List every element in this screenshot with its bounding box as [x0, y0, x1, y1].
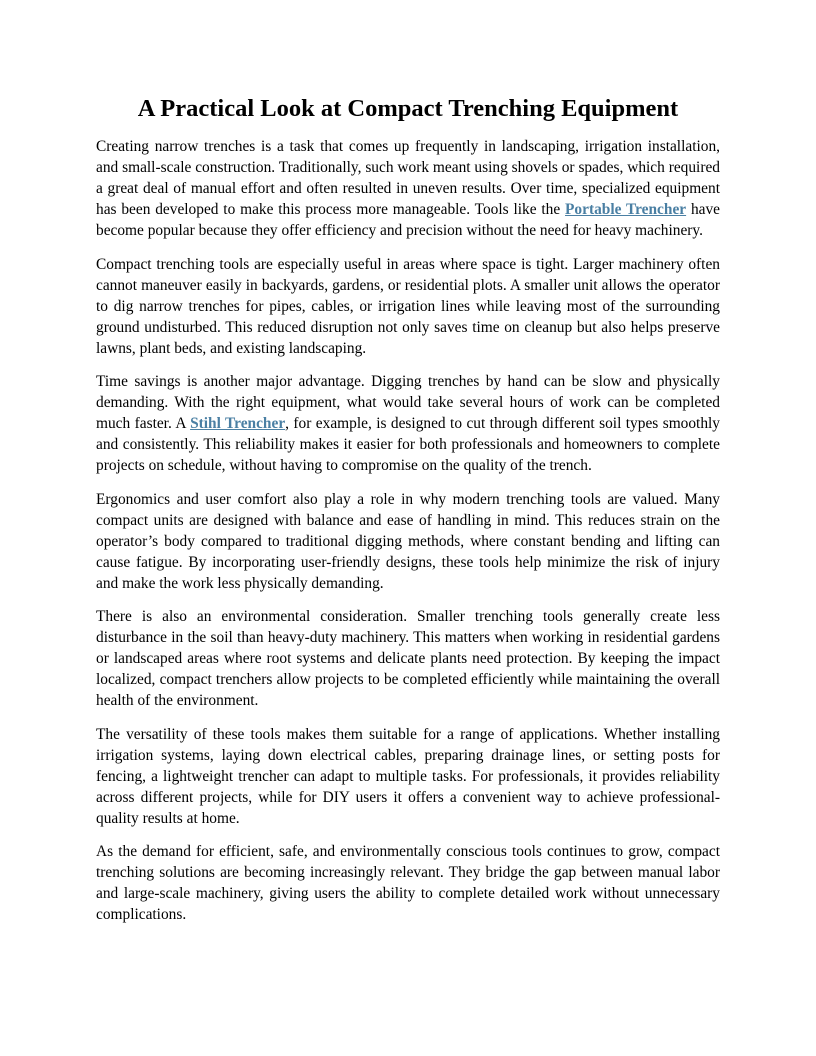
- paragraph-time-savings: [96, 371, 720, 476]
- paragraph-text: Creating narrow trenches is a task that comes up frequently in landscaping, irrigation installation, and small-scale construction. Traditionally, such work meant using shovels or spades, which required a great deal of manual effort and often resulted in uneven results. Over time, specialized equipment has been developed to make this process more manageable. Tools like the: [96, 138, 720, 218]
- paragraph-environment: There is also an environmental consideration. Smaller trenching tools generally create less disturbance in the soil than heavy-duty machinery. This matters when working in residential gardens or landscaped areas where root systems and delicate plants need protection. By keeping the impact localized, compact trenchers allow projects to be completed efficiently while maintaining the overall health of the environment.: [96, 608, 720, 709]
- paragraph-text: Time savings is another major advantage. Digging trenches by hand can be slow and physically demanding. With the right equipment, what would take several hours of work can be completed much faster. A: [96, 373, 720, 432]
- portable-trencher-link[interactable]: Portable Trencher: [565, 201, 687, 218]
- paragraph-conclusion: As the demand for efficient, safe, and environmentally conscious tools continues to grow, compact trenching solutions are becoming increasingly relevant. They bridge the gap between manual labor and large-scale machinery, giving users the ability to complete detailed work without unnecessary complications.: [96, 843, 720, 923]
- page-title: A Practical Look at Compact Trenching Equipment: [137, 95, 679, 122]
- paragraph-text: have become popular because they offer efficiency and precision without the need for heavy machinery.: [96, 201, 720, 239]
- paragraph-versatility: The versatility of these tools makes them suitable for a range of applications. Whether installing irrigation systems, laying down electrical cables, preparing drainage lines, or setting posts for fencing, a lightweight trencher can adapt to multiple tasks. For professionals, it provides reliability across different projects, while for DIY users it offers a convenient way to achieve professional-quality results at home.: [96, 725, 720, 827]
- document-page: [96, 92, 720, 938]
- paragraph-space: Compact trenching tools are especially useful in areas where space is tight. Larger machinery often cannot maneuver easily in backyards, gardens, or residential plots. A smaller unit allows the operator to dig narrow trenches for pipes, cables, or irrigation lines while leaving most of the surrounding ground undisturbed. This reduced disruption not only saves time on cleanup but also helps preserve lawns, plant beds, and existing landscaping.: [96, 255, 720, 357]
- stihl-trencher-link[interactable]: Stihl Trencher: [190, 415, 286, 432]
- paragraph-text: , for example, is designed to cut through different soil types smoothly and consistently. This reliability makes it easier for both professionals and homeowners to complete projects on schedule, without having to compromise on the quality of the trench.: [96, 415, 720, 474]
- paragraph-intro: [96, 136, 720, 241]
- paragraph-ergonomics: Ergonomics and user comfort also play a role in why modern trenching tools are valued. Many compact units are designed with balance and ease of handling in mind. This reduces strain on the operator’s body compared to traditional digging methods, where constant bending and lifting can cause fatigue. By incorporating user-friendly designs, these tools help minimize the risk of injury and make the work less physically demanding.: [96, 490, 720, 592]
